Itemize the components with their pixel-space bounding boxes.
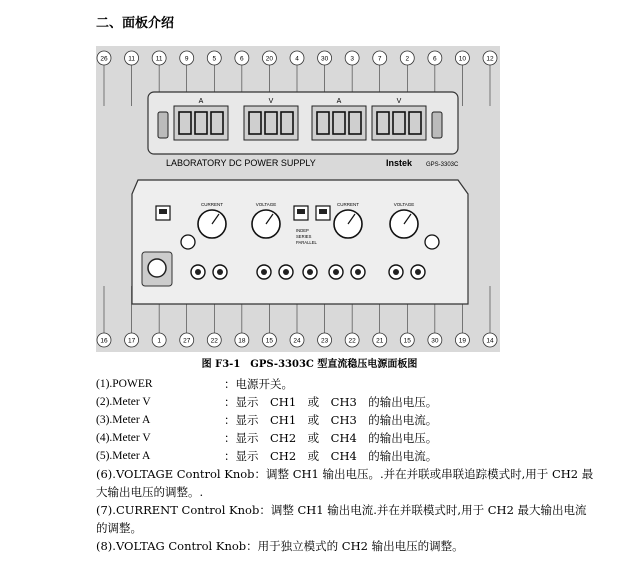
callout-number: 27 (183, 337, 191, 345)
display-unit-label: A (336, 98, 342, 105)
callout-number: 15 (265, 337, 274, 345)
mode-switch-lever (319, 209, 327, 214)
panel-label: LABORATORY DC POWER SUPPLY (166, 158, 316, 168)
callout-number: 3 (350, 55, 354, 63)
callout-number: 10 (458, 55, 467, 63)
callout-number: 17 (127, 337, 136, 345)
callout-number: 21 (376, 337, 384, 345)
display-unit-label: A (198, 98, 204, 105)
callout-number: 9 (184, 55, 189, 63)
callout-number: 11 (128, 55, 135, 63)
list-item: (4).Meter V ： 显示 CH2 或 CH4 的输出电压。 (96, 431, 438, 445)
callout-number: 11 (155, 55, 163, 63)
callout-number: 6 (433, 55, 437, 63)
display-window (372, 106, 426, 140)
small-knob (181, 235, 195, 249)
figure-caption: 图 F3-1 GPS-3303C 型直流稳压电源面板图 (201, 359, 418, 370)
display-window (244, 106, 298, 140)
callout-number: 4 (295, 55, 299, 63)
callout-number: 2 (405, 55, 410, 63)
knob-label: VOLTAGE (393, 202, 415, 207)
callout-number: 22 (348, 337, 356, 345)
callout-number: 26 (100, 55, 108, 63)
terminal-core (415, 269, 421, 275)
terminal-core (333, 269, 339, 275)
callout-number: 6 (240, 55, 244, 63)
brand-label: Instek (386, 158, 413, 168)
callout-number: 22 (210, 337, 218, 345)
paragraph-voltage-knob: (6).VOLTAGE Control Knob：调整 CH1 输出电压。.并在并联或串联追踪模式时,用于 CH2 最大输出电压的调整。. (96, 467, 594, 499)
switch-label: INDEP (296, 228, 309, 233)
callout-number: 18 (238, 337, 246, 345)
small-knob (425, 235, 439, 249)
callout-number: 24 (293, 337, 301, 345)
display-unit-label: V (396, 98, 402, 105)
display-window (174, 106, 228, 140)
section-heading: 二、面板介绍 (96, 16, 175, 31)
terminal-core (195, 269, 201, 275)
list-item: (3).Meter A ： 显示 CH1 或 CH3 的输出电流。 (96, 413, 438, 427)
paragraph-voltag-knob: (8).VOLTAG Control Knob：用于独立模式的 CH2 输出电压的调整。 (96, 539, 464, 553)
knob-label: CURRENT (201, 202, 223, 207)
list-item: (1).POWER ： 电源开关。 (96, 377, 293, 391)
description-list (96, 375, 596, 555)
switch-label: SERIES (296, 234, 312, 239)
mode-switch-lever (159, 209, 167, 214)
toggle-switch (158, 112, 168, 138)
switch-label: PARALLEL (296, 240, 317, 245)
terminal-core (393, 269, 399, 275)
callout-number: 14 (486, 337, 494, 345)
callout-number: 16 (100, 337, 108, 345)
paragraph-current-knob: (7).CURRENT Control Knob：调整 CH1 输出电流.并在并联模式时,用于 CH2 最大输出电流的调整。 (96, 503, 587, 535)
callout-number: 19 (458, 337, 467, 345)
callout-number: 15 (403, 337, 411, 345)
terminal-core (217, 269, 223, 275)
display-unit-label: V (268, 98, 274, 105)
knob-label: CURRENT (337, 202, 359, 207)
terminal-core (261, 269, 267, 275)
callout-number: 23 (320, 337, 329, 345)
terminal-core (307, 269, 313, 275)
mode-switch-lever (297, 209, 305, 214)
callout-number: 7 (377, 55, 382, 63)
callout-number: 5 (212, 55, 217, 63)
toggle-switch (432, 112, 442, 138)
terminal-core (283, 269, 289, 275)
model-label: GPS-3303C (426, 162, 459, 168)
callout-number: 30 (431, 337, 439, 345)
knob-label: VOLTAGE (255, 202, 277, 207)
callout-number: 1 (157, 337, 161, 345)
display-window (312, 106, 366, 140)
callout-number: 30 (320, 55, 329, 63)
callout-number: 20 (265, 55, 274, 63)
list-item: (5).Meter A ： 显示 CH2 或 CH4 的输出电流。 (96, 449, 438, 463)
callout-number: 12 (486, 55, 494, 63)
list-item: (2).Meter V ： 显示 CH1 或 CH3 的输出电压。 (96, 395, 438, 409)
front-panel-figure (96, 46, 500, 352)
terminal-core (355, 269, 361, 275)
